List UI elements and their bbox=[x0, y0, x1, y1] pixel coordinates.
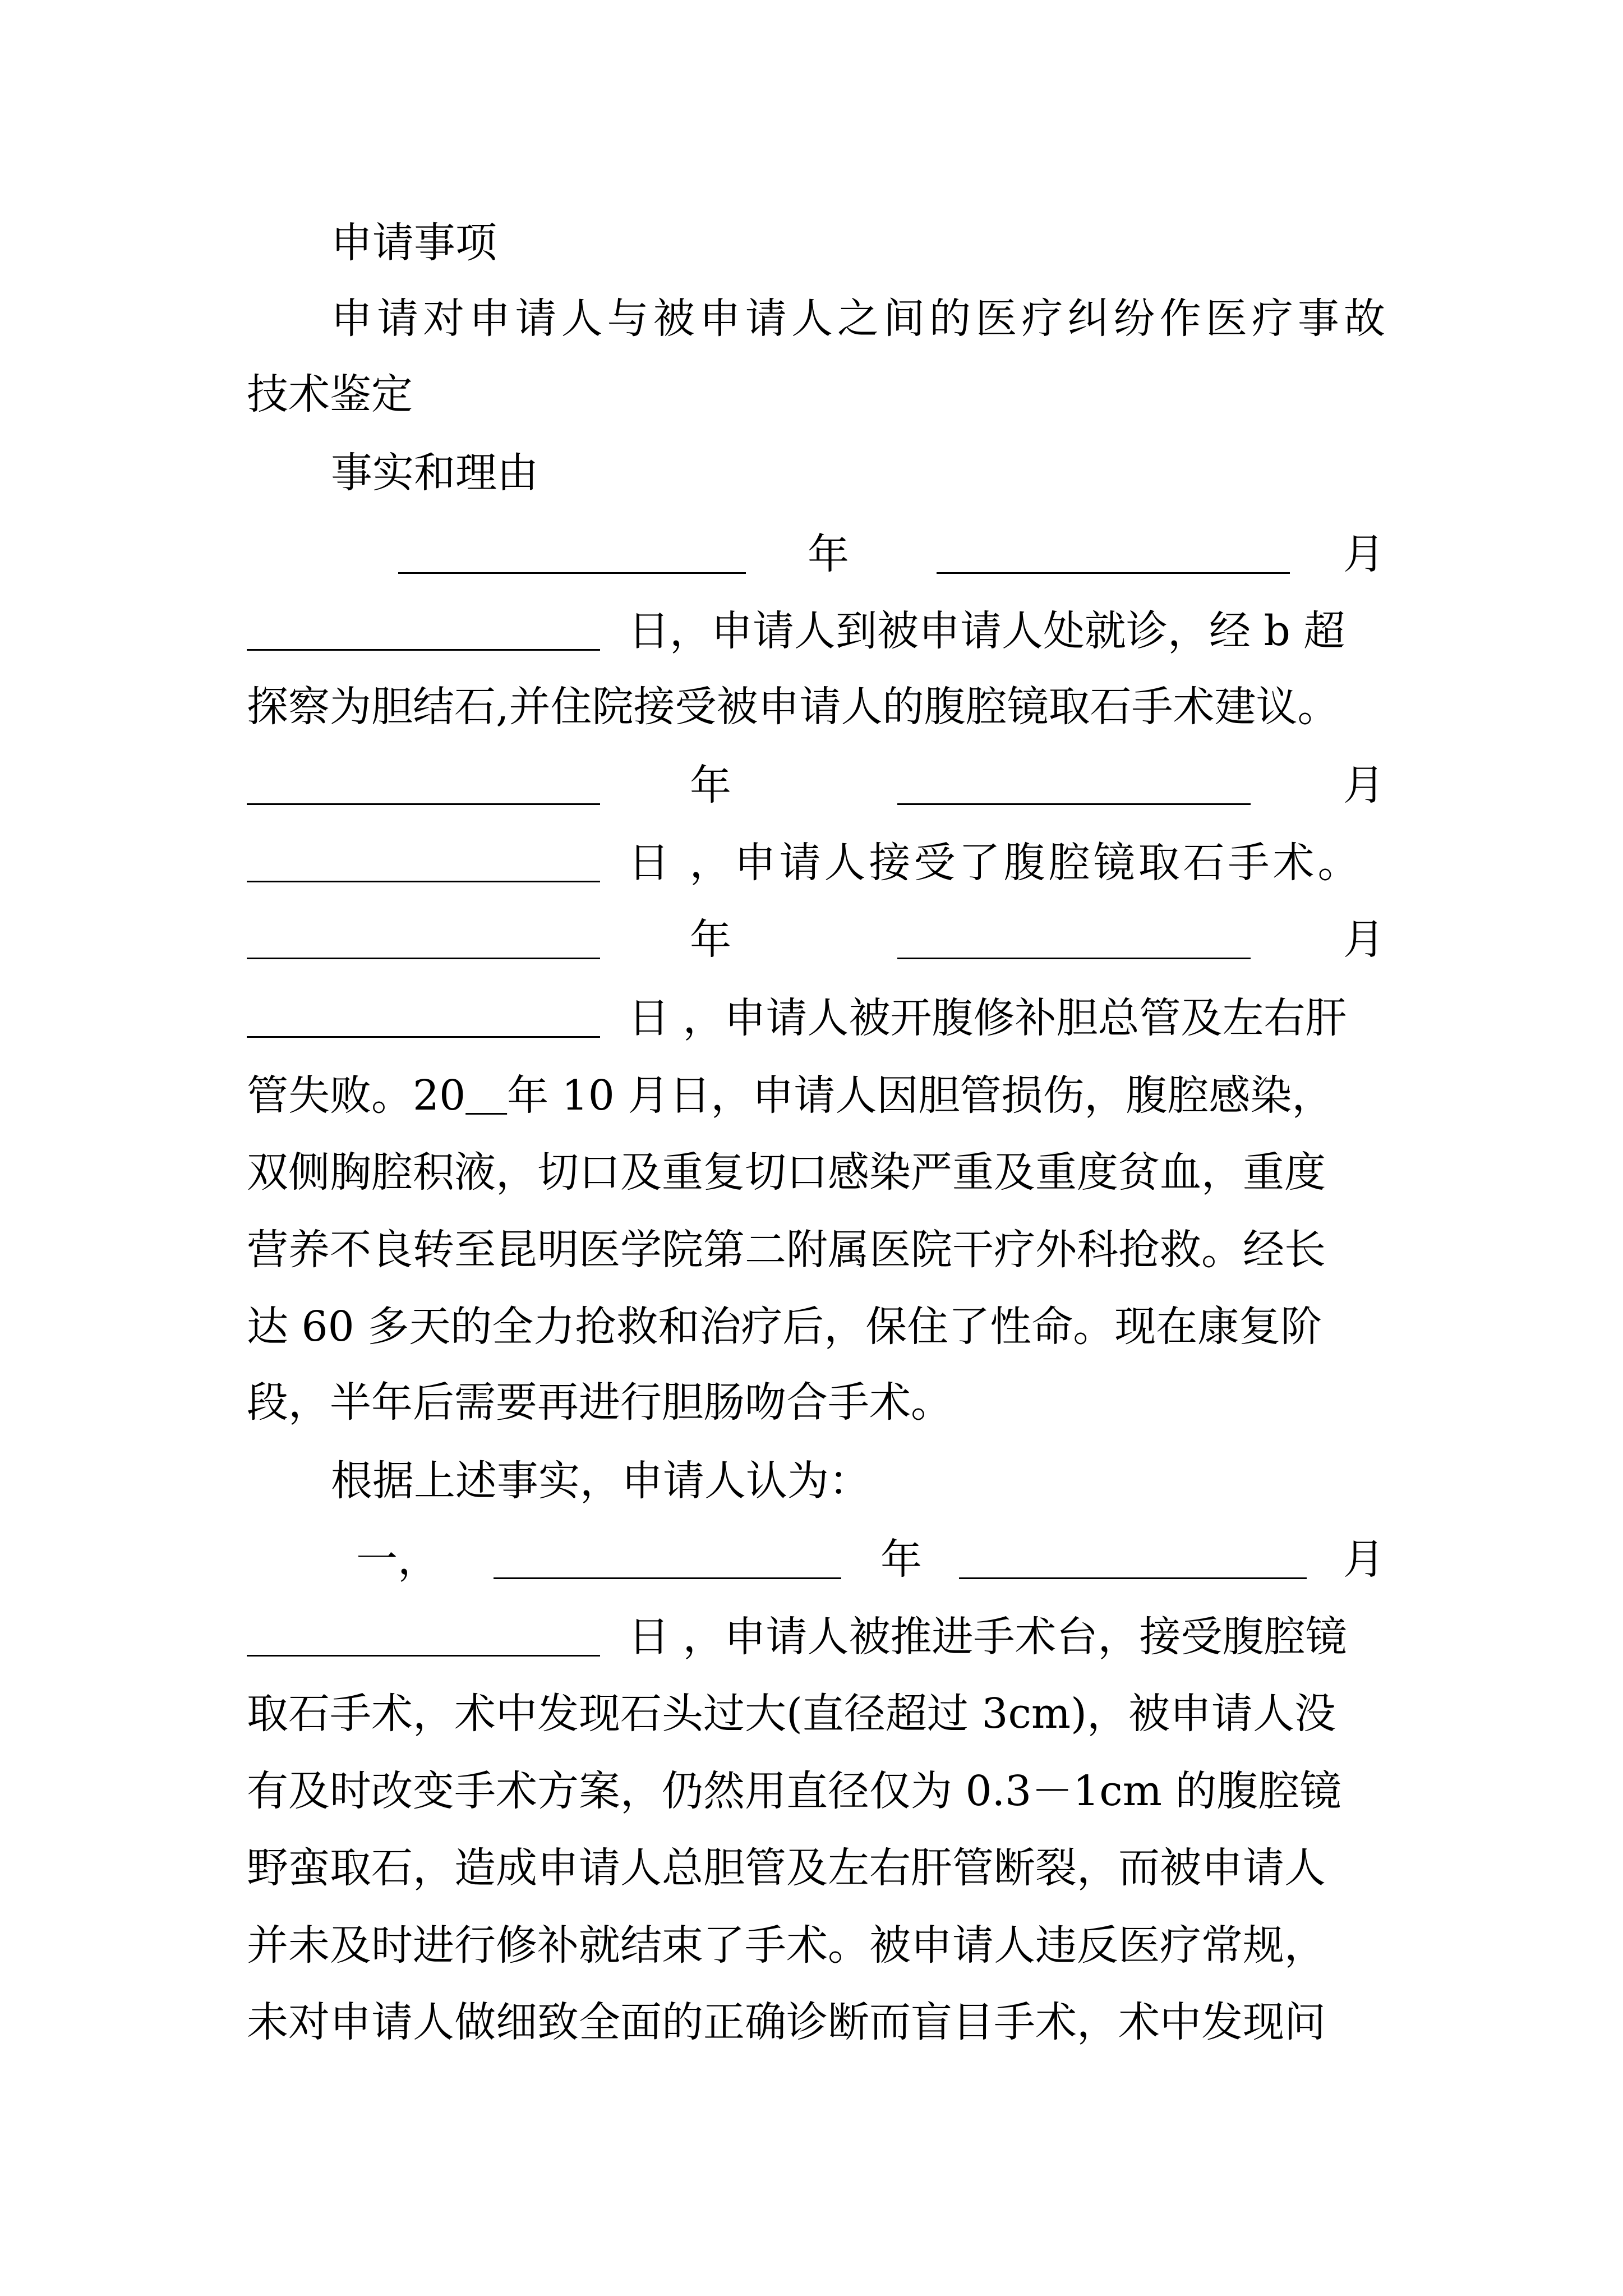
heading-request bbox=[331, 204, 1385, 282]
p5-line-3 bbox=[247, 1674, 1385, 1753]
p2-date-line bbox=[247, 746, 1385, 825]
p1-line-3-text: 探察为胆结石,并住院接受被申请人的腹腔镜取石手术建议。 bbox=[247, 683, 1339, 731]
p5-line-7-text: 未对申请人做细致全面的正确诊断而盲目手术，术中发现问 bbox=[247, 1998, 1326, 2046]
request-line-1 bbox=[331, 279, 1385, 358]
day-blank bbox=[247, 881, 600, 882]
p5-line-6 bbox=[247, 1906, 1385, 1985]
p1-line-2-text: 日，申请人到被申请人处就诊，经 b 超 bbox=[628, 607, 1345, 655]
p3-line-7-text: 段，半年后需要再进行胆肠吻合手术。 bbox=[247, 1378, 952, 1427]
day-blank bbox=[247, 1655, 600, 1657]
heading-facts-text: 事实和理由 bbox=[331, 449, 538, 497]
p5-line-3-text: 取石手术，术中发现石头过大(直径超过 3cm)，被申请人没 bbox=[247, 1690, 1336, 1738]
p3-line-2-text: 日 ，申请人被开腹修补胆总管及左右肝 bbox=[628, 994, 1347, 1042]
p4-intro bbox=[331, 1442, 1385, 1520]
p5-line-2 bbox=[247, 1598, 1385, 1676]
year-blank bbox=[247, 958, 600, 959]
year-label: 年 bbox=[690, 915, 731, 964]
year-blank bbox=[494, 1577, 841, 1579]
request-line-2 bbox=[247, 355, 1385, 434]
year-blank bbox=[398, 572, 746, 574]
month-blank bbox=[897, 958, 1251, 959]
p3-line-6 bbox=[247, 1287, 1385, 1366]
p5-line-4 bbox=[247, 1752, 1385, 1830]
p5-line-4-text: 有及时改变手术方案，仍然用直径仅为 0.3－1cm 的腹腔镜 bbox=[247, 1767, 1341, 1815]
p3-date-line bbox=[247, 900, 1385, 979]
p3-line-3 bbox=[247, 1056, 1385, 1135]
request-line-1-text: 申请对申请人与被申请人之间的医疗纠纷作医疗事故 bbox=[331, 295, 1385, 343]
month-label: 月 bbox=[1343, 530, 1385, 578]
p3-line-2 bbox=[247, 979, 1385, 1057]
day-blank bbox=[247, 649, 600, 651]
year-blank bbox=[247, 803, 600, 805]
p4-intro-text: 根据上述事实，申请人认为： bbox=[331, 1457, 870, 1505]
year-label: 年 bbox=[690, 761, 731, 809]
p2-line-2 bbox=[247, 823, 1385, 902]
p5-line-2-text: 日 ，申请人被推进手术台，接受腹腔镜 bbox=[628, 1613, 1347, 1661]
p1-date-line bbox=[247, 515, 1385, 593]
month-blank bbox=[897, 803, 1251, 805]
p1-line-2 bbox=[247, 592, 1385, 670]
p5-line-6-text: 并未及时进行修补就结束了手术。被申请人违反医疗常规， bbox=[247, 1921, 1326, 1970]
request-line-2-text: 技术鉴定 bbox=[247, 370, 413, 418]
year-label: 年 bbox=[880, 1535, 922, 1584]
p5-prefix: 一， bbox=[356, 1535, 439, 1584]
year-label: 年 bbox=[808, 530, 849, 578]
heading-facts bbox=[331, 434, 1385, 512]
p3-line-7 bbox=[247, 1363, 1385, 1442]
p3-line-6-text: 达 60 多天的全力抢救和治疗后，保住了性命。现在康复阶 bbox=[247, 1303, 1322, 1351]
month-label: 月 bbox=[1343, 915, 1385, 964]
month-blank bbox=[937, 572, 1290, 574]
p5-line-5-text: 野蛮取石，造成申请人总胆管及左右肝管断裂，而被申请人 bbox=[247, 1844, 1326, 1892]
p3-line-5 bbox=[247, 1211, 1385, 1289]
p5-line-5 bbox=[247, 1829, 1385, 1907]
month-label: 月 bbox=[1343, 761, 1385, 809]
p2-line-2-text: 日 ，申请人接受了腹腔镜取石手术。 bbox=[628, 839, 1363, 887]
p3-line-4-text: 双侧胸腔积液，切口及重复切口感染严重及重度贫血，重度 bbox=[247, 1148, 1326, 1197]
p1-line-3 bbox=[247, 668, 1385, 746]
month-label: 月 bbox=[1343, 1535, 1385, 1584]
p5-line-7 bbox=[247, 1983, 1385, 2062]
p3-line-5-text: 营养不良转至昆明医学院第二附属医院干疗外科抢救。经长 bbox=[247, 1226, 1326, 1274]
p3-line-4 bbox=[247, 1133, 1385, 1212]
p5-date-line bbox=[247, 1520, 1385, 1599]
p3-line-3-text: 管失败。20＿年 10 月日，申请人因胆管损伤，腹腔感染， bbox=[247, 1071, 1334, 1120]
month-blank bbox=[959, 1577, 1307, 1579]
heading-request-text: 申请事项 bbox=[331, 219, 497, 267]
day-blank bbox=[247, 1036, 600, 1038]
